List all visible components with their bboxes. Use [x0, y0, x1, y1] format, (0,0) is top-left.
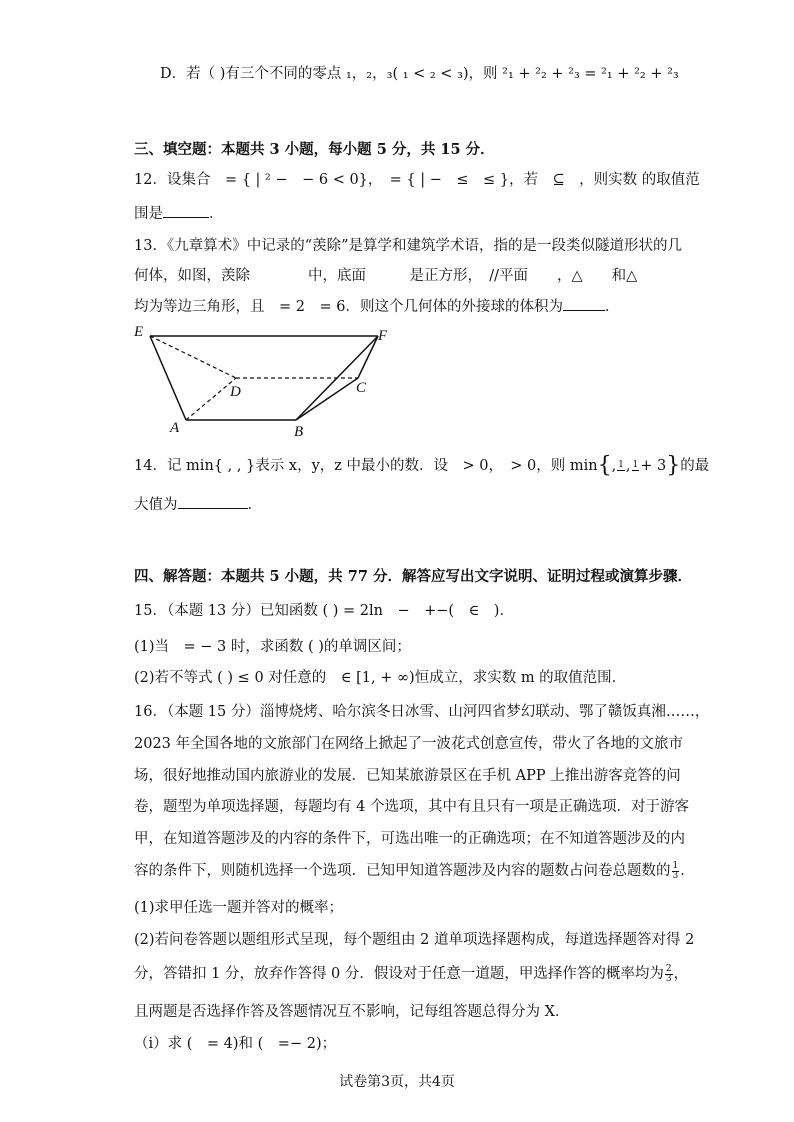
edge-cf: [358, 336, 378, 378]
q16-line6: [134, 861, 695, 881]
fraction-one-third: $\frac{1}{3}$: [672, 860, 679, 881]
q13-text: 均为等边三角形，且 = 2 = 6．则这个几何体的外接球的体积为: [134, 299, 563, 315]
section-3-heading: 三、填空题：本题共 3 小题，每小题 5 分，共 15 分．: [134, 141, 495, 158]
label-f: F: [378, 328, 388, 344]
q12-end: ．: [209, 206, 224, 222]
q14-tail: 的最: [680, 458, 710, 474]
edge-bc: [296, 378, 358, 420]
edge-ad-hidden: [186, 378, 236, 420]
q16-line5: 甲，在知道答题涉及的内容的条件下，可选出唯一的正确选项；在不知道答题涉及的内: [134, 831, 685, 847]
q16-part1: (1)求甲任选一题并答对的概率；: [134, 900, 344, 916]
edge-ed-hidden: [150, 336, 236, 378]
q16-text: 容的条件下，则随机选择一个选项．已知甲知道答题涉及内容的题数占问卷总题数的: [134, 863, 671, 879]
q12-line1: 12．设集合 = { | ² − − 6 < 0}， = { | − ≤ ≤ }，若 ⊆ ，则实数 的取值范: [134, 172, 700, 188]
option-d: D．若（ )有三个不同的零点 ₁，₂，₃( ₁ < ₂ < ₃)，则 ²₁ + ²₂ + ²₃ = ²₁ + ²₂ + ²₃: [160, 66, 679, 82]
q16-part2: (2)若问卷答题以题组形式呈现，每个题组由 2 道单项选择题构成，每道选择题答对得 2: [134, 932, 695, 948]
answer-blank: [563, 296, 605, 311]
left-brace: {: [597, 453, 612, 478]
q14-text2: 大值为: [134, 497, 178, 513]
label-b: B: [294, 424, 304, 440]
q16-line4: 卷，题型为单项选择题，每题均有 4 个选项，其中有且只有一项是正确选项．对于游客: [134, 799, 689, 815]
q15-line1: 15．（本题 13 分）已知函数 ( ) = 2ln − +−( ∈ )．: [134, 603, 514, 619]
q14-line1: [134, 453, 710, 478]
q13-line2: 何体，如图，羡除 中，底面 是正方形， //平面 ，△ 和△: [134, 268, 638, 284]
q15-part2: (2)若不等式 ( ) ≤ 0 对任意的 ∈ [1, + ∞)恒成立，求实数 m 的取值范围．: [134, 670, 627, 686]
q15-part1: (1)当 = − 3 时，求函数 ( )的单调区间；: [134, 639, 411, 655]
q14-sep: ,: [625, 458, 631, 474]
section-4-heading: 四、解答题：本题共 5 小题，共 77 分．解答应写出文字说明、证明过程或演算步骤．: [134, 568, 692, 585]
label-e: E: [134, 324, 144, 340]
label-a: A: [170, 420, 180, 436]
q16-line2: 2023 年全国各地的文旅部门在网络上掀起了一波花式创意宣传，带火了各地的文旅市: [134, 736, 684, 752]
q16-line1: 16．（本题 15 分）淄博烧烤、哈尔滨冬日冰雪、山河四省梦幻联动、鄂了赣饭真湘……，: [134, 704, 710, 720]
q14-text: 14．记 min{ , , }表示 x，y，z 中最小的数．设 > 0， > 0，则 min: [134, 458, 598, 474]
q16-line9: 且两题是否选择作答及答题情况互不影响，记每组答题总得分为 X．: [134, 1004, 570, 1020]
q13-end: ．: [604, 299, 620, 315]
q13-line1: 13．《九章算术》中记录的“羡除”是算学和建筑学术语，指的是一段类似隧道形状的几: [134, 238, 683, 254]
q16-line3: 场，很好地推动国内旅游业的发展．已知某旅游景区在手机 APP 上推出游客竞答的问: [134, 768, 681, 784]
fraction: 1: [632, 460, 639, 470]
label-d: D: [230, 384, 241, 400]
page-footer: 试卷第3页，共4页: [339, 1074, 455, 1090]
fraction-two-thirds: $\frac{2}{3}$: [665, 963, 672, 984]
q12-line2: [134, 203, 224, 224]
right-brace: }: [666, 453, 681, 478]
fraction: 1: [618, 460, 624, 470]
q16-subpart-i: （i）求 ( = 4)和 ( =− 2)；: [134, 1036, 337, 1052]
q16-line8: [134, 964, 688, 984]
q13-line3: [134, 296, 619, 317]
answer-blank: [163, 203, 209, 218]
answer-blank: [178, 494, 248, 509]
geometry-figure: [132, 322, 388, 440]
q14-end: ．: [247, 497, 262, 513]
q16-text2: 分，答错扣 1 分，放弃作答得 0 分．假设对于任意一道题，甲选择作答的概率均为: [134, 966, 664, 982]
q16-end: ．: [680, 863, 695, 879]
q14-sep: ,: [611, 458, 617, 474]
edge-ea: [150, 336, 186, 420]
q14-term: + 3: [640, 458, 667, 474]
q14-line2: [134, 494, 262, 515]
q12-text: 围是: [134, 206, 163, 222]
q16-end2: ，: [673, 966, 689, 982]
label-c: C: [356, 380, 367, 396]
